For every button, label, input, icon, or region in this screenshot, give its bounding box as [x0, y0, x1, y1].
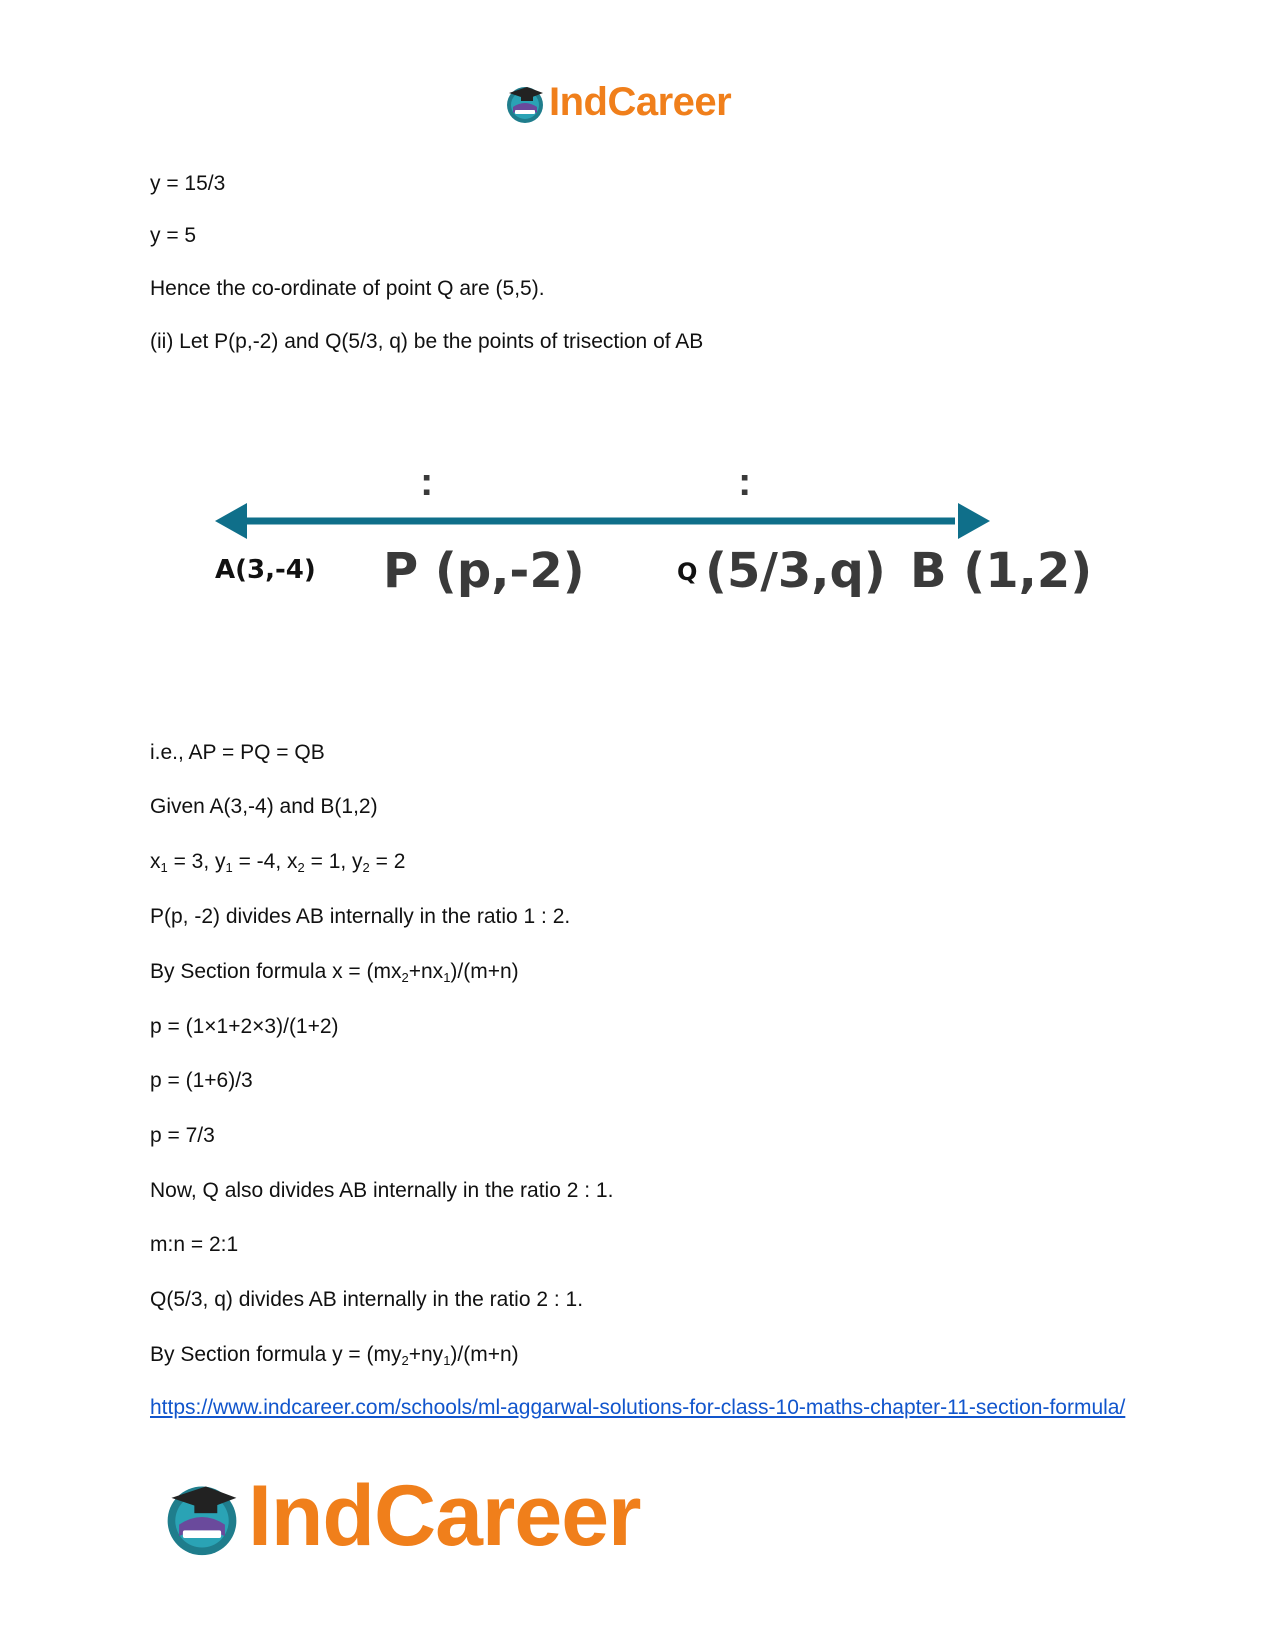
text-line: p = (1+6)/3	[150, 1069, 253, 1092]
text-line: i.e., AP = PQ = QB	[150, 741, 325, 764]
text-line: Given A(3,-4) and B(1,2)	[150, 795, 378, 818]
section-formula-x: By Section formula $x = (mx_2+nx_1)/(m+n)$	[150, 960, 519, 985]
graduation-globe-icon	[503, 81, 547, 125]
footer-logo	[160, 1467, 641, 1566]
text-line: Hence the co-ordinate of point Q are (5,5).	[150, 277, 545, 300]
point-q-coords: (5/3,q)	[705, 543, 886, 599]
section-formula-y: By Section formula $y = (my_2+ny_1)/(m+n)$	[150, 1343, 519, 1368]
point-p-label: P (p,-2)	[383, 543, 585, 599]
graduation-globe-icon	[160, 1475, 244, 1559]
text-line: y = 15/3	[150, 172, 226, 195]
source-url-link[interactable]: https://www.indcareer.com/schools/ml-aggarwal-solutions-for-class-10-maths-chapter-11-section-formula/	[150, 1396, 1126, 1419]
coordinates-line: $x_1 = 3$, $y_1 = -4$, $x_2 = 1$, $y_2 = 2$	[150, 850, 406, 875]
right-arrowhead	[958, 503, 990, 539]
text-line: Now, Q also divides AB internally in the ratio 2 : 1.	[150, 1179, 614, 1202]
point-a-label: A(3,-4)	[215, 555, 316, 585]
brand-name: IndCareer	[248, 1468, 641, 1564]
text-line: Q(5/3, q) divides AB internally in the ratio 2 : 1.	[150, 1288, 584, 1311]
text-line: m:n = 2:1	[150, 1233, 239, 1256]
text-line: P(p, -2) divides AB internally in the ratio 1 : 2.	[150, 905, 571, 928]
point-q-letter: Q	[677, 558, 698, 586]
brand-name: IndCareer	[549, 80, 732, 124]
left-arrowhead	[215, 503, 247, 539]
text-line: y = 5	[150, 224, 197, 247]
trisection-mark-p: :	[420, 460, 434, 504]
point-b-label: B (1,2)	[910, 543, 1093, 599]
text-line: (ii) Let P(p,-2) and Q(5/3, q) be the points of trisection of AB	[150, 330, 704, 353]
trisection-mark-q: :	[738, 460, 752, 504]
header-logo	[503, 80, 731, 125]
trisection-diagram	[215, 455, 1115, 605]
text-line: p = (1×1+2×3)/(1+2)	[150, 1015, 339, 1038]
text-line: p = 7/3	[150, 1124, 215, 1147]
